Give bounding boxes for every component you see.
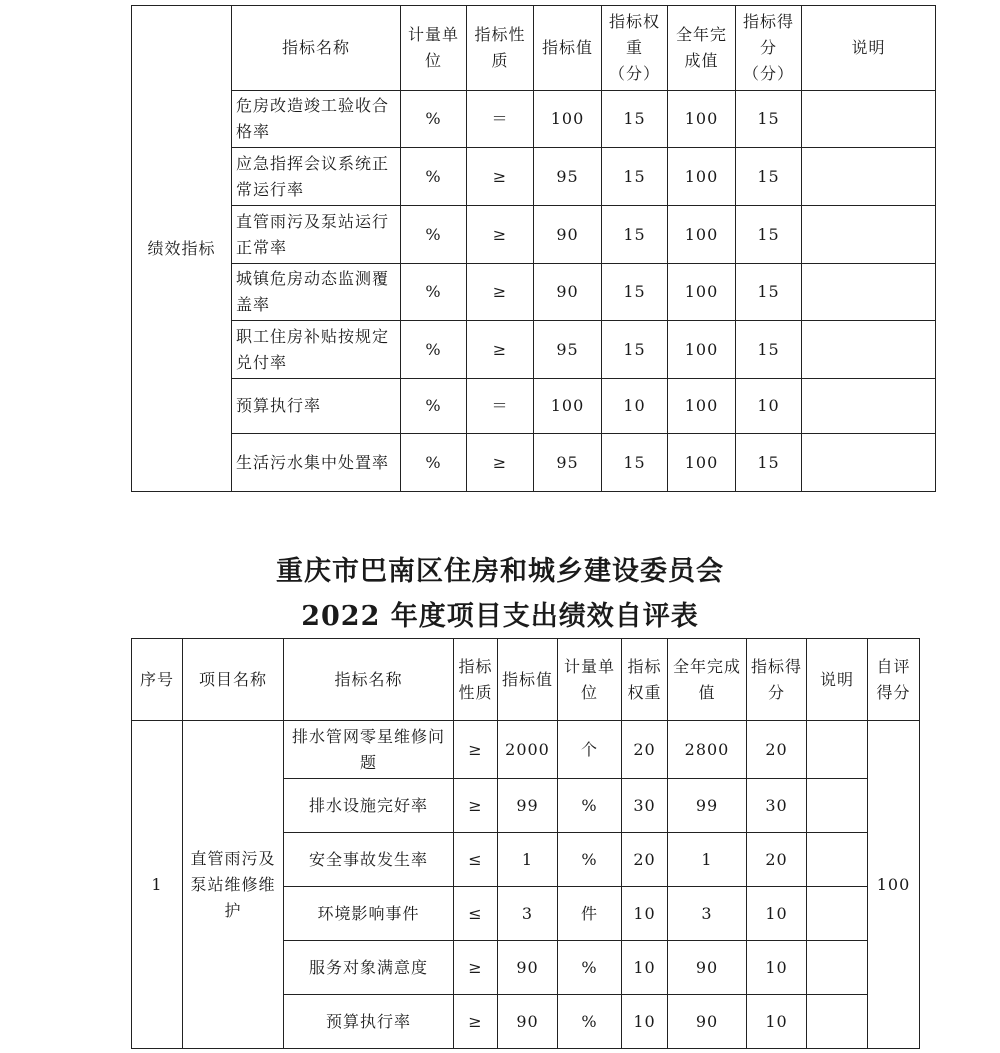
header-cell: 指标得分（分） — [736, 6, 802, 91]
header-cell: 指标值 — [534, 6, 602, 91]
header-cell: 说明 — [807, 639, 868, 721]
header-cell: 序号 — [132, 639, 183, 721]
table-row — [132, 264, 936, 321]
report-title-line2: 2022 年度项目支出绩效自评表 — [301, 601, 699, 632]
note-cell — [807, 721, 868, 779]
target-cell: 100 — [534, 91, 602, 148]
weight-cell: 15 — [602, 321, 668, 379]
weight-cell: 30 — [622, 779, 668, 833]
unit-cell: % — [558, 779, 622, 833]
project-name-cell: 直管雨污及泵站维修维护 — [183, 721, 284, 1049]
score-cell: 15 — [736, 321, 802, 379]
indicator-name: 安全事故发生率 — [284, 833, 454, 887]
target-cell: 95 — [534, 321, 602, 379]
seq-cell: 1 — [132, 721, 183, 1049]
actual-cell: 100 — [668, 434, 736, 492]
score-cell: 10 — [747, 941, 807, 995]
unit-cell: % — [401, 434, 467, 492]
header-cell: 自评得分 — [868, 639, 920, 721]
header-cell: 指标名称 — [284, 639, 454, 721]
table-header-row — [132, 6, 936, 91]
unit-cell: % — [558, 833, 622, 887]
header-cell: 指标权重（分） — [602, 6, 668, 91]
target-cell: 3 — [498, 887, 558, 941]
note-cell — [802, 264, 936, 321]
unit-cell: % — [401, 321, 467, 379]
header-cell: 计量单位 — [558, 639, 622, 721]
group-label: 绩效指标 — [132, 6, 232, 492]
target-cell: 90 — [498, 995, 558, 1049]
score-cell: 15 — [736, 434, 802, 492]
note-cell — [802, 321, 936, 379]
score-cell: 10 — [736, 379, 802, 434]
note-cell — [807, 833, 868, 887]
unit-cell: % — [401, 264, 467, 321]
score-cell: 20 — [747, 833, 807, 887]
header-cell: 项目名称 — [183, 639, 284, 721]
target-cell: 2000 — [498, 721, 558, 779]
note-cell — [807, 995, 868, 1049]
actual-cell: 100 — [668, 321, 736, 379]
note-cell — [807, 941, 868, 995]
nature-cell: ≤ — [454, 887, 498, 941]
actual-cell: 2800 — [668, 721, 747, 779]
performance-indicator-table — [131, 5, 936, 492]
weight-cell: 10 — [622, 941, 668, 995]
project-self-evaluation-table — [131, 638, 920, 1049]
note-cell — [802, 148, 936, 206]
indicator-name: 服务对象满意度 — [284, 941, 454, 995]
nature-cell: ≥ — [454, 721, 498, 779]
header-cell: 指标名称 — [232, 6, 401, 91]
indicator-name: 直管雨污及泵站运行正常率 — [232, 206, 401, 264]
indicator-name: 预算执行率 — [284, 995, 454, 1049]
actual-cell: 100 — [668, 264, 736, 321]
weight-cell: 10 — [602, 379, 668, 434]
actual-cell: 3 — [668, 887, 747, 941]
note-cell — [807, 779, 868, 833]
score-cell: 30 — [747, 779, 807, 833]
indicator-name: 生活污水集中处置率 — [232, 434, 401, 492]
actual-cell: 1 — [668, 833, 747, 887]
unit-cell: % — [401, 91, 467, 148]
note-cell — [802, 206, 936, 264]
nature-cell: ≥ — [467, 264, 534, 321]
unit-cell: 件 — [558, 887, 622, 941]
target-cell: 99 — [498, 779, 558, 833]
score-cell: 10 — [747, 887, 807, 941]
score-cell: 15 — [736, 206, 802, 264]
indicator-name: 城镇危房动态监测覆盖率 — [232, 264, 401, 321]
weight-cell: 15 — [602, 264, 668, 321]
weight-cell: 15 — [602, 206, 668, 264]
header-cell: 指标性质 — [467, 6, 534, 91]
header-cell: 说明 — [802, 6, 936, 91]
weight-cell: 10 — [622, 887, 668, 941]
target-cell: 95 — [534, 434, 602, 492]
actual-cell: 100 — [668, 379, 736, 434]
nature-cell: ≥ — [454, 779, 498, 833]
table-row — [132, 379, 936, 434]
weight-cell: 20 — [622, 721, 668, 779]
note-cell — [802, 434, 936, 492]
table-row — [132, 434, 936, 492]
target-cell: 100 — [534, 379, 602, 434]
table-row — [132, 91, 936, 148]
table-header-row — [132, 639, 920, 721]
weight-cell: 20 — [622, 833, 668, 887]
nature-cell: ≥ — [467, 321, 534, 379]
score-cell: 15 — [736, 148, 802, 206]
nature-cell: ≥ — [467, 434, 534, 492]
score-cell: 15 — [736, 264, 802, 321]
nature-cell: ≥ — [454, 941, 498, 995]
target-cell: 90 — [534, 206, 602, 264]
table-row — [132, 206, 936, 264]
nature-cell: ＝ — [467, 91, 534, 148]
indicator-name: 环境影响事件 — [284, 887, 454, 941]
indicator-name: 危房改造竣工验收合格率 — [232, 91, 401, 148]
unit-cell: % — [401, 379, 467, 434]
target-cell: 90 — [498, 941, 558, 995]
nature-cell: ≥ — [467, 206, 534, 264]
note-cell — [802, 91, 936, 148]
actual-cell: 99 — [668, 779, 747, 833]
actual-cell: 100 — [668, 91, 736, 148]
indicator-name: 预算执行率 — [232, 379, 401, 434]
indicator-name: 应急指挥会议系统正常运行率 — [232, 148, 401, 206]
weight-cell: 15 — [602, 148, 668, 206]
target-cell: 95 — [534, 148, 602, 206]
note-cell — [807, 887, 868, 941]
header-cell: 指标权重 — [622, 639, 668, 721]
table-row — [132, 721, 920, 779]
nature-cell: ＝ — [467, 379, 534, 434]
report-title-line1: 重庆市巴南区住房和城乡建设委员会 — [276, 556, 724, 587]
actual-cell: 100 — [668, 206, 736, 264]
actual-cell: 100 — [668, 148, 736, 206]
nature-cell: ≥ — [467, 148, 534, 206]
self-score-cell: 100 — [868, 721, 920, 1049]
header-cell: 指标性质 — [454, 639, 498, 721]
header-cell: 全年完成值 — [668, 639, 747, 721]
unit-cell: % — [401, 206, 467, 264]
note-cell — [802, 379, 936, 434]
weight-cell: 15 — [602, 434, 668, 492]
score-cell: 20 — [747, 721, 807, 779]
table-row — [132, 148, 936, 206]
unit-cell: % — [558, 941, 622, 995]
indicator-name: 职工住房补贴按规定兑付率 — [232, 321, 401, 379]
actual-cell: 90 — [668, 941, 747, 995]
weight-cell: 15 — [602, 91, 668, 148]
nature-cell: ≤ — [454, 833, 498, 887]
target-cell: 90 — [534, 264, 602, 321]
table-row — [132, 321, 936, 379]
score-cell: 10 — [747, 995, 807, 1049]
header-cell: 指标得分 — [747, 639, 807, 721]
unit-cell: 个 — [558, 721, 622, 779]
header-cell: 指标值 — [498, 639, 558, 721]
indicator-name: 排水管网零星维修问题 — [284, 721, 454, 779]
actual-cell: 90 — [668, 995, 747, 1049]
unit-cell: % — [558, 995, 622, 1049]
unit-cell: % — [401, 148, 467, 206]
weight-cell: 10 — [622, 995, 668, 1049]
header-cell: 全年完成值 — [668, 6, 736, 91]
header-cell: 计量单位 — [401, 6, 467, 91]
target-cell: 1 — [498, 833, 558, 887]
indicator-name: 排水设施完好率 — [284, 779, 454, 833]
nature-cell: ≥ — [454, 995, 498, 1049]
score-cell: 15 — [736, 91, 802, 148]
